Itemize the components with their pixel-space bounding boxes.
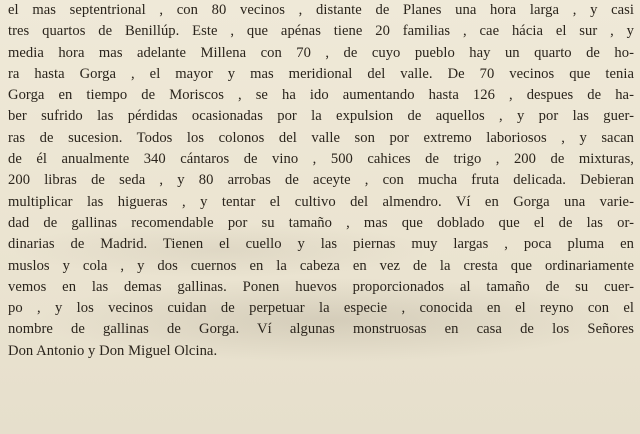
text-line: el mas septentrional , con 80 vecinos , distante de Planes una hora larga , y casi (8, 2, 634, 18)
text-line: nombre de gallinas de Gorga. Ví algunas monstruosas en casa de los Señores (8, 321, 634, 338)
text-line: ber sufrido las pérdidas ocasionadas por la expulsion de aquellos , y por las guer- (8, 108, 634, 125)
text-line: tres quartos de Benillúp. Este , que apénas tiene 20 familias , cae hácia el sur , y (8, 23, 634, 40)
text-line: media hora mas adelante Millena con 70 , de cuyo pueblo hay un quarto de ho- (8, 44, 634, 61)
text-line: po , y los vecinos cuidan de perpetuar la especie , conocida en el reyno con el (8, 300, 634, 317)
text-line: dad de gallinas recomendable por su tamaño , mas que doblado que el de las or- (8, 214, 634, 231)
text-line: multiplicar las higueras , y tentar el cultivo del almendro. Ví en Gorga una varie- (8, 193, 634, 210)
text-line: ras de sucesion. Todos los colonos del valle son por extremo laboriosos , y sacan (8, 129, 634, 146)
text-line: 200 libras de seda , y 80 arrobas de aceyte , con mucha fruta delicada. Debieran (8, 172, 634, 189)
text-line: de él anualmente 340 cántaros de vino , 500 cahices de trigo , 200 de mixturas, (8, 151, 634, 168)
text-line: Don Antonio y Don Miguel Olcina. (8, 342, 218, 359)
text-line: dinarias de Madrid. Tienen el cuello y las piernas muy largas , poca pluma en (8, 236, 634, 253)
text-line: muslos y cola , y dos cuernos en la cabeza en vez de la cresta que ordinariamente (8, 257, 634, 274)
text-line: ra hasta Gorga , el mayor y mas meridional del valle. De 70 vecinos que tenia (8, 65, 634, 82)
text-line: vemos en las demas gallinas. Ponen huevos proporcionados al tamaño de su cuer- (8, 278, 634, 295)
text-line: Gorga en tiempo de Moriscos , se ha ido aumentando hasta 126 , despues de ha- (8, 87, 634, 104)
paragraph (8, 0, 634, 362)
